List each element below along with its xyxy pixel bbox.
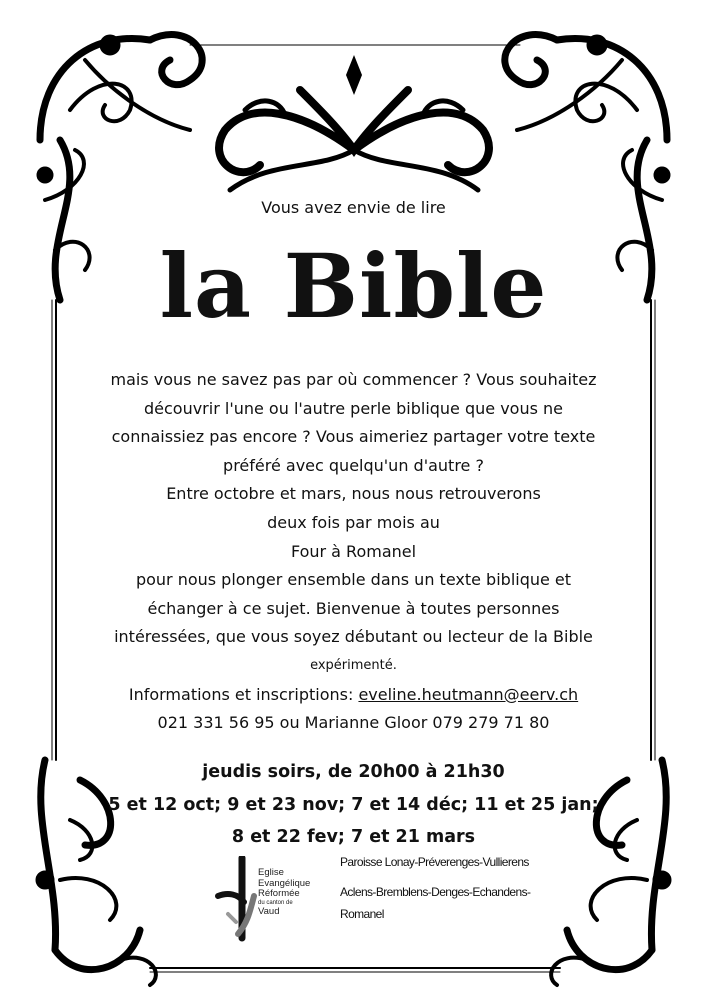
phone-line: 021 331 56 95 ou Marianne Gloor 079 279 71 80 (157, 713, 550, 733)
description-line: préféré avec quelqu'un d'autre ? (223, 455, 484, 475)
description-line: pour nous plonger ensemble dans un texte biblique et (135, 570, 572, 590)
logo-text-line: Eglise (258, 867, 284, 878)
description-line: mais vous ne savez pas par où commencer ? Vous souhaitez (110, 370, 597, 389)
description-block (60, 366, 647, 738)
schedule-dates: 5 et 12 oct; 9 et 23 nov; 7 et 14 déc; 11 et 25 jan; (108, 794, 599, 815)
contact-line (60, 681, 647, 710)
description-line: Four à Romanel (290, 541, 417, 561)
parish-name: Paroisse Lonay-Préverenges-Vullierens (340, 855, 529, 869)
schedule-time: jeudis soirs, de 20h00 à 21h30 (202, 762, 505, 782)
description-line: expérimenté. (310, 657, 397, 673)
description-line: découvrir l'une ou l'autre perle biblique que vous ne (143, 398, 564, 418)
eerv-logo-text (258, 868, 310, 917)
intro-text: Vous avez envie de lire (261, 198, 446, 217)
schedule-block (0, 756, 707, 854)
description-line: intéressées, que vous soyez débutant ou lecteur de la Bible (114, 627, 593, 647)
logo-text-line: Evangélique (258, 877, 311, 889)
logo-text-line: Vaud (258, 905, 280, 917)
parish-villages: Romanel (340, 907, 384, 921)
schedule-dates: 8 et 22 fev; 7 et 21 mars (231, 827, 476, 847)
description-line: échanger à ce sujet. Bienvenue à toutes personnes (147, 598, 560, 618)
page-title: la Bible (159, 234, 548, 338)
description-line: deux fois par mois au (267, 512, 440, 532)
email-link[interactable]: eveline.heutmann@eerv.ch (358, 684, 579, 704)
contact-label: Informations et inscriptions: (128, 684, 354, 704)
logo-text-line: Réformée (258, 888, 300, 899)
description-line: connaissiez pas encore ? Vous aimeriez partager votre texte (111, 427, 596, 447)
logo-text-line: du canton de (258, 899, 293, 906)
description-line: Entre octobre et mars, nous nous retrouverons (166, 484, 541, 504)
parish-villages: Aclens-Bremblens-Denges-Echandens- (340, 885, 531, 899)
